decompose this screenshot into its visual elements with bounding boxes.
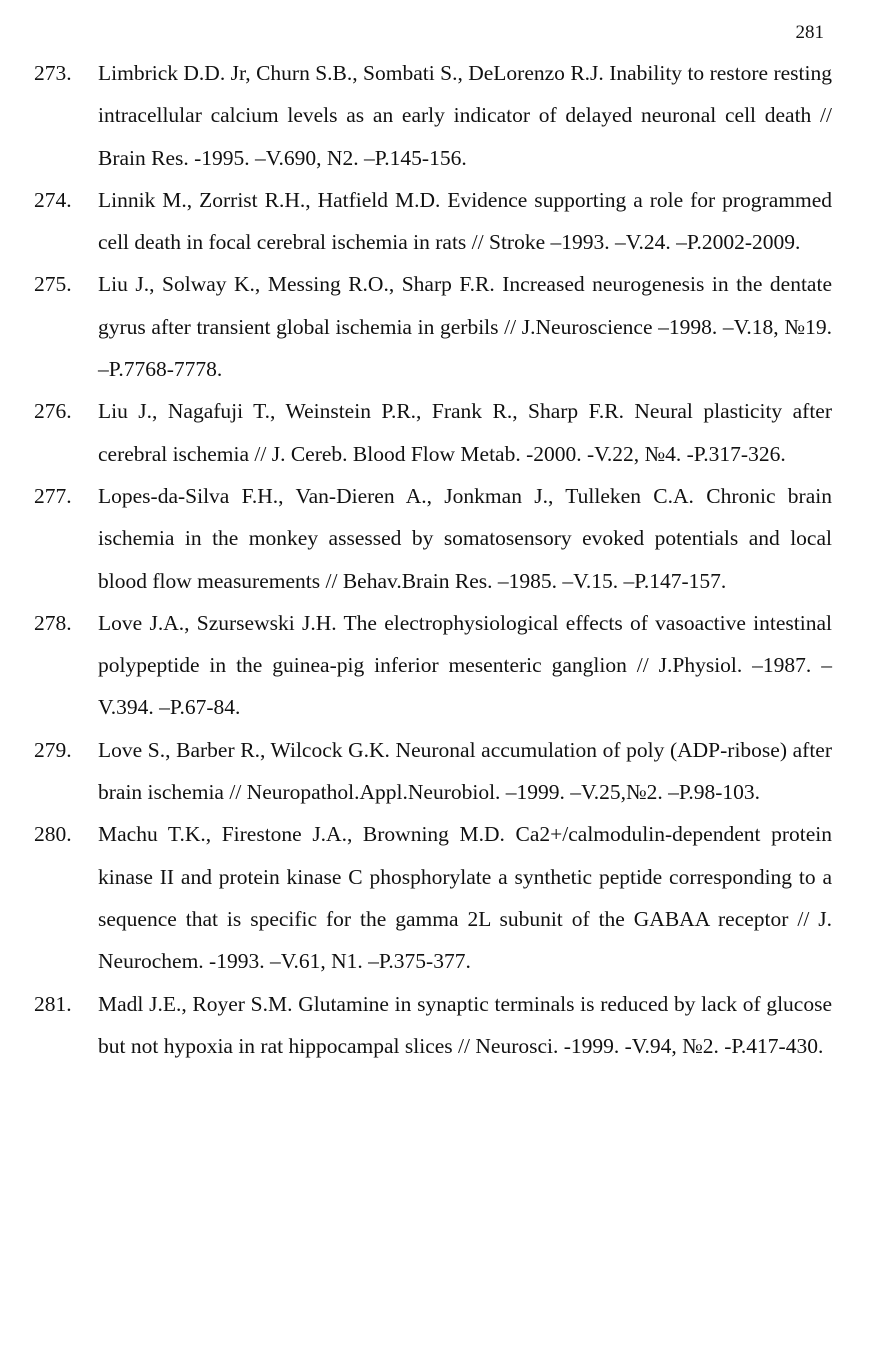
reference-text: Madl J.E., Royer S.M. Glutamine in synaptic terminals is reduced by lack of glucose but not hypoxia in rat hippocampal slices // Neurosci. -1999. -V.94, №2. -P.417-430. — [98, 991, 832, 1058]
reference-number: 273. — [34, 61, 72, 85]
reference-text: Lopes-da-Silva F.H., Van-Dieren A., Jonkman J., Tulleken C.A. Chronic brain ischemia in the monkey assessed by somatosensory evoked potentials and local blood flow measurements // Behav.Brain Res. –1985. –V.15. –P.147-157. — [98, 483, 832, 593]
reference-item — [34, 475, 832, 602]
reference-item — [34, 813, 832, 982]
reference-number: 280. — [34, 822, 72, 847]
reference-number: 281. — [34, 991, 72, 1016]
reference-number: 279. — [34, 737, 72, 762]
reference-text: Linnik M., Zorrist R.H., Hatfield M.D. Evidence supporting a role for programmed cell death in focal cerebral ischemia in rats // Stroke –1993. –V.24. –P.2002-2009. — [98, 187, 832, 255]
reference-item — [34, 390, 832, 475]
reference-number: 277. — [34, 483, 72, 508]
reference-number: 276. — [34, 399, 72, 424]
reference-text: Love J.A., Szursewski J.H. The electrophysiological effects of vasoactive intestinal polypeptide in the guinea-pig inferior mesenteric ganglion // J.Physiol. –1987. –V.394. –P.67-84. — [98, 610, 832, 720]
reference-text: Liu J., Nagafuji T., Weinstein P.R., Frank R., Sharp F.R. Neural plasticity after cerebral ischemia // J. Cereb. Blood Flow Metab. -2000. -V.22, №4. -P.317-326. — [98, 399, 832, 466]
reference-text: Love S., Barber R., Wilcock G.K. Neuronal accumulation of poly (ADP-ribose) after brain ischemia // Neuropathol.Appl.Neurobiol. –1999. –V.25,№2. –P.98-103. — [98, 737, 832, 805]
reference-text: Machu T.K., Firestone J.A., Browning M.D. Ca2+/calmodulin-dependent protein kinase II and protein kinase C phosphorylate a synthetic peptide corresponding to a sequence that is specific for the gamma 2L subunit of the GABAA receptor // J. Neurochem. -1993. –V.61, N1. –P.375-377. — [98, 822, 832, 974]
reference-item — [34, 983, 832, 1068]
reference-item — [34, 52, 832, 179]
reference-item — [34, 179, 832, 264]
reference-text: Liu J., Solway K., Messing R.O., Sharp F.R. Increased neurogenesis in the dentate gyrus after transient global ischemia in gerbils // J.Neuroscience –1998. –V.18, №19. –P.7768-7778. — [98, 272, 832, 382]
reference-item — [34, 602, 832, 729]
reference-item — [34, 729, 832, 814]
reference-text: Limbrick D.D. Jr, Churn S.B., Sombati S., DeLorenzo R.J. Inability to restore resting intracellular calcium levels as an early indicator of delayed neuronal cell death // Brain Res. -1995. –V.690, N2. –P.145-156. — [98, 61, 832, 170]
reference-item — [34, 263, 832, 390]
page-number: 281 — [795, 22, 824, 43]
reference-list — [34, 52, 832, 1067]
reference-number: 275. — [34, 272, 72, 297]
reference-number: 278. — [34, 610, 72, 635]
reference-number: 274. — [34, 187, 72, 212]
